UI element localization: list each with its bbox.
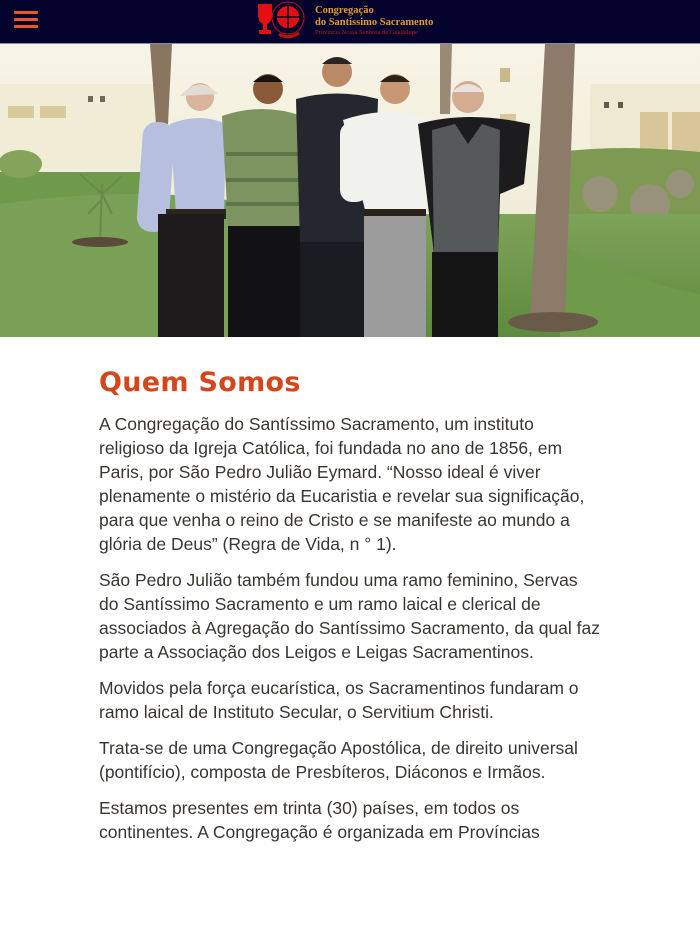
site-logo[interactable] (255, 0, 433, 43)
paragraph-apostolic: Trata-se de uma Congregação Apostólica, de direito universal (pontifício), composta de Presbíteros, Diáconos e Irmãos. (99, 738, 578, 782)
paragraph-presence: Estamos presentes em trinta (30) países, em todos os continentes. A Congregação é organizada em Províncias (99, 798, 540, 842)
logo-title-line2: do Santíssimo Sacramento (315, 16, 434, 28)
menu-bar (14, 18, 38, 21)
main-content (0, 337, 700, 844)
paragraph-branches: São Pedro Julião também fundou uma ramo feminino, Servas do Santíssimo Sacramento e um ramo laical e clerical de associados à Agregação do Santíssimo Sacramento, da qual faz parte a Associação dos Leigos e Leigas Sacramentinos. (99, 570, 600, 662)
group-photo (0, 44, 700, 337)
logo-title-line1: Congregação (315, 5, 374, 17)
menu-bar (14, 11, 38, 14)
logo-subtitle: Província Nossa Senhora de Guadalupe (315, 29, 418, 37)
paragraph-intro: A Congregação do Santíssimo Sacramento, um instituto religioso da Igreja Católica, foi fundada no ano de 1856, em Paris, por São Pedro Julião Eymard. “Nosso ideal é viver plenamente o mistério da Eucaristia e revelar sua significação, para que venha o reino de Cristo e se manifeste ao mundo a glória de Deus” (Regra de Vida, n ° 1). (99, 414, 585, 554)
hamburger-menu-icon[interactable] (14, 11, 38, 29)
page-title: Quem Somos (99, 367, 301, 398)
site-header (0, 0, 700, 44)
paragraph-servitium: Movidos pela força eucarística, os Sacramentinos fundaram o ramo laical de Instituto Secular, o Servitium Christi. (99, 678, 579, 722)
menu-bar (14, 25, 38, 28)
logo-text (315, 6, 433, 37)
hero-photo (0, 44, 700, 337)
chalice-host-emblem-icon (255, 0, 313, 43)
